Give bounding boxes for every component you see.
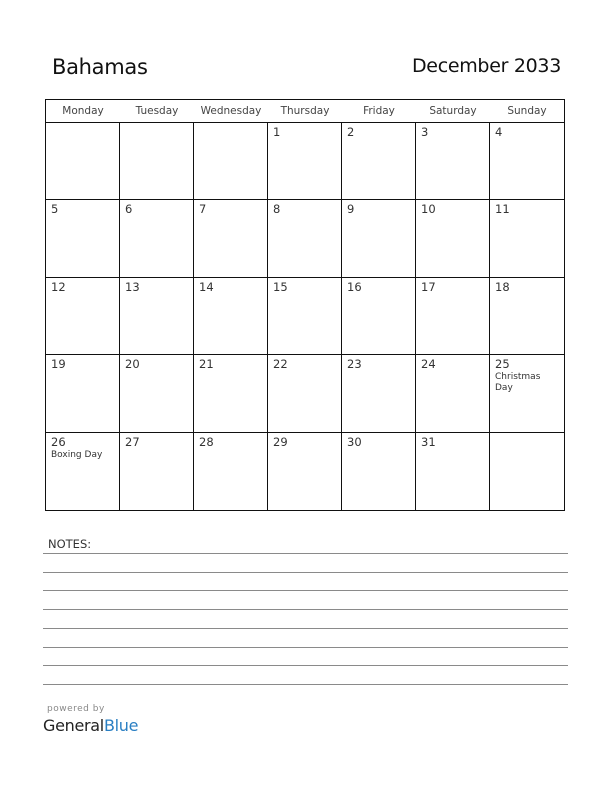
day-cell	[342, 355, 416, 432]
day-number: 29	[273, 434, 288, 449]
day-cell	[194, 433, 268, 510]
day-cell	[490, 200, 564, 277]
day-number: 12	[51, 279, 66, 294]
holiday-label: Christmas Day	[495, 372, 541, 394]
day-number: 9	[347, 202, 355, 217]
day-number: 2	[347, 125, 355, 139]
day-number: 28	[199, 434, 214, 449]
day-number: 21	[199, 357, 214, 372]
day-cell	[194, 200, 268, 277]
day-cell	[120, 123, 194, 200]
day-number: 14	[199, 279, 214, 294]
day-cell	[120, 278, 194, 355]
day-number: 25	[495, 357, 510, 372]
day-number: 15	[273, 279, 288, 294]
notes-line	[43, 590, 568, 591]
day-number: 19	[51, 357, 66, 372]
day-number: 31	[421, 434, 436, 449]
day-number: 17	[421, 279, 436, 294]
day-cell	[120, 200, 194, 277]
day-number: 5	[51, 202, 59, 217]
day-cell	[342, 278, 416, 355]
notes-line	[43, 684, 568, 685]
day-cell	[490, 123, 564, 200]
day-cell	[46, 200, 120, 277]
day-number: 6	[125, 202, 133, 217]
day-cell	[194, 278, 268, 355]
day-cell	[342, 123, 416, 200]
weekday-friday: Friday	[363, 105, 395, 117]
day-number: 18	[495, 279, 510, 294]
day-cell	[268, 278, 342, 355]
day-number: 24	[421, 357, 436, 372]
month-year-title: December 2033	[411, 55, 561, 77]
day-cell	[268, 200, 342, 277]
day-number: 7	[199, 202, 207, 217]
day-cell	[490, 433, 564, 510]
holiday-label: Boxing Day	[51, 449, 103, 460]
day-cell	[194, 123, 268, 200]
generalblue-logo	[43, 716, 138, 735]
notes-line	[43, 647, 568, 648]
weekday-header-row	[46, 100, 564, 123]
weekday-saturday: Saturday	[429, 105, 477, 117]
day-cell	[120, 355, 194, 432]
brand-general: General	[43, 716, 104, 735]
notes-line	[43, 665, 568, 666]
weekday-tuesday: Tuesday	[135, 105, 179, 117]
powered-by-text: powered by	[47, 704, 105, 714]
day-cell	[490, 355, 564, 432]
weekday-thursday: Thursday	[280, 105, 330, 117]
day-cell	[416, 355, 490, 432]
day-number: 16	[347, 279, 362, 294]
day-cell	[268, 123, 342, 200]
day-cell	[120, 433, 194, 510]
day-number: 22	[273, 357, 288, 372]
day-cell	[46, 278, 120, 355]
weekday-sunday: Sunday	[507, 105, 547, 117]
day-number: 4	[495, 125, 503, 139]
calendar-grid	[45, 99, 565, 511]
day-number: 27	[125, 434, 140, 449]
country-title: Bahamas	[52, 55, 148, 79]
weekday-wednesday: Wednesday	[200, 105, 262, 117]
day-cell	[416, 123, 490, 200]
day-cell	[490, 278, 564, 355]
weekday-monday: Monday	[62, 105, 104, 117]
day-cell	[342, 200, 416, 277]
day-number: 23	[347, 357, 362, 372]
day-cells	[46, 123, 564, 510]
day-cell	[416, 433, 490, 510]
day-cell	[416, 278, 490, 355]
notes-label: NOTES:	[48, 537, 92, 551]
day-number: 8	[273, 202, 281, 217]
day-cell	[46, 355, 120, 432]
day-cell	[268, 433, 342, 510]
notes-line	[43, 628, 568, 629]
day-number: 30	[347, 434, 362, 449]
day-cell	[268, 355, 342, 432]
day-number: 3	[421, 125, 429, 139]
day-number: 13	[125, 279, 140, 294]
brand-blue: Blue	[103, 716, 139, 735]
notes-line	[43, 553, 568, 554]
day-number: 11	[495, 202, 510, 217]
day-number: 1	[273, 125, 281, 139]
notes-line	[43, 609, 568, 610]
day-cell	[46, 123, 120, 200]
day-number: 10	[421, 202, 436, 217]
day-cell	[194, 355, 268, 432]
day-cell	[342, 433, 416, 510]
day-number: 26	[51, 434, 66, 449]
day-number: 20	[125, 357, 140, 372]
day-cell	[416, 200, 490, 277]
day-cell	[46, 433, 120, 510]
notes-line	[43, 572, 568, 573]
